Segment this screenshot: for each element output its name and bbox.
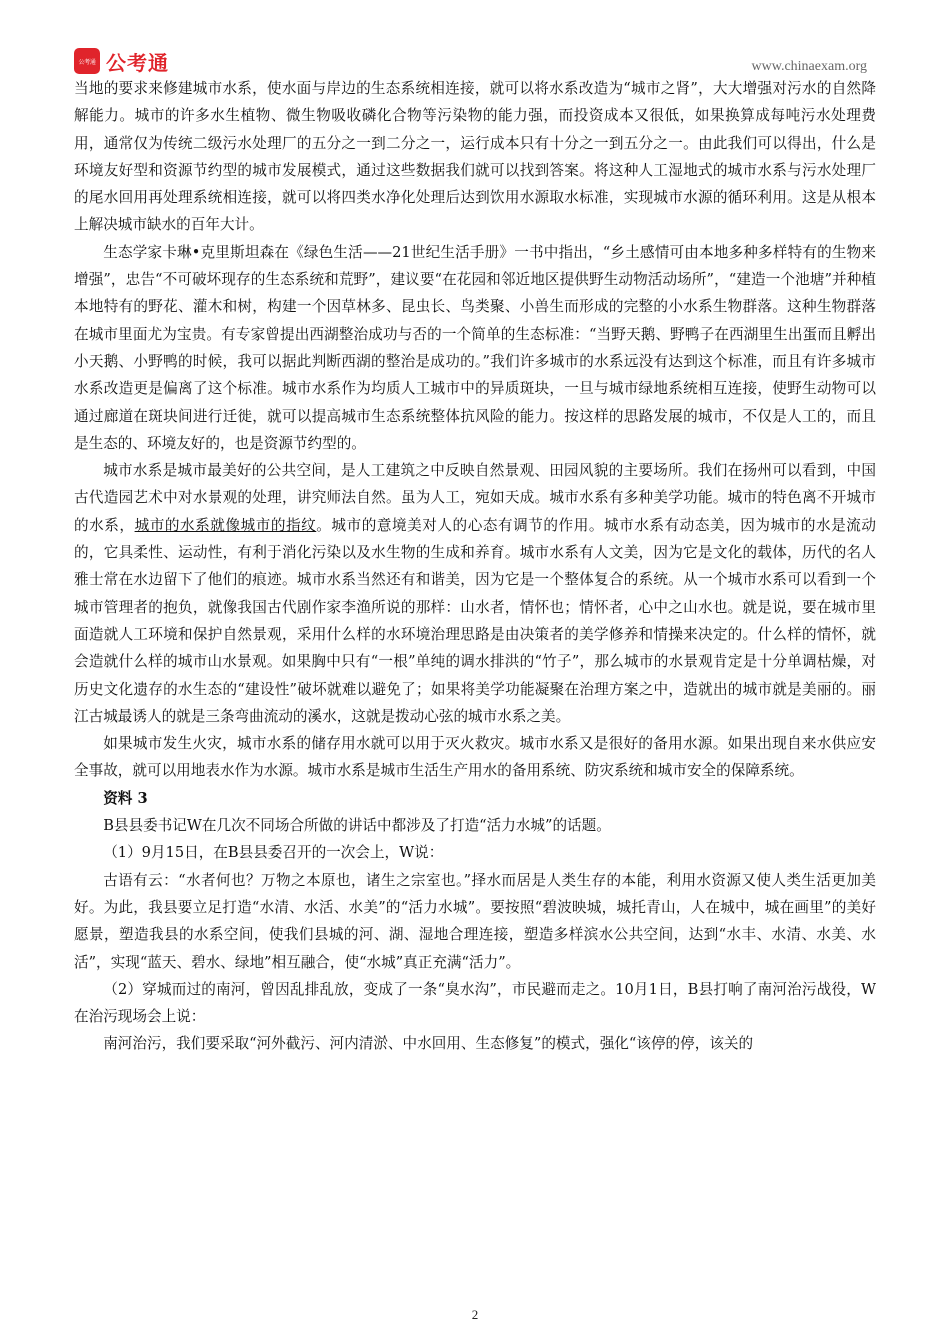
page-number: 2 bbox=[471, 1307, 479, 1322]
paragraph: 南河治污，我们要采取“河外截污、河内清淤、中水回用、生态修复”的模式，强化“该停的停，该关的 bbox=[103, 1035, 754, 1053]
paragraph-text: 。城市的意境美对人的心态有调节的作用。城市水系有动态美，因为城市的水是流动的，它具柔性、运动性，有利于消化污染以及水生物的生成和养育。城市水系有人文美，因为它是文化的载体，历代的名人雅士常在水边留下了他们的痕迹。城市水系当然还有和谐美，因为它是一个整体复合的系统。从一个城市水系可以看到一个城市管理者的抱负，就像我国古代剧作家李渔所说的那样：山水者，情怀也；情怀者，心中之山水也。就是说，要在城市里面造就人工环境和保护自然景观，采用什么样的水环境治理思路是由决策者的美学修养和情操来决定的。什么样的情怀，就会造就什么样的城市山水景观。如果胸中只有“一根”单纯的调水排洪的“竹子”，那么城市的水景观肯定是十分单调枯燥，对历史文化遗存的水生态的“建设性”破坏就难以避免了；如果将美学功能凝聚在治理方案之中，造就出的城市就是美丽的。丽江古城最诱人的就是三条弯曲流动的溪水，这就是拨动心弦的城市水系之美。 bbox=[74, 516, 876, 725]
paragraph-continued: 当地的要求来修建城市水系，使水面与岸边的生态系统相连接，就可以将水系改造为“城市之肾”，大大增强对污水的自然降解能力。城市的许多水生植物、微生物吸收磷化合物等污染物的能力强，而投资成本又很低，如果换算成每吨污水处理费用，通常仅为传统二级污水处理厂的五分之一到二分之一，运行成本只有十分之一到五分之一。由此我们可以得出，什么是环境友好型和资源节约型的城市发展模式，通过这些数据我们就可以找到答案。将这种人工湿地式的城市水系与污水处理厂的尾水回用再处理系统相连接，就可以将四类水净化处理后达到饮用水源取水标准，实现城市水源的循环利用。这是从根本上解决城市缺水的百年大计。 bbox=[74, 80, 876, 234]
paragraph: （2）穿城而过的南河，曾因乱排乱放，变成了一条“臭水沟”，市民避而走之。10月1日，B县打响了南河治污战役，W在治污现场会上说： bbox=[74, 980, 876, 1026]
section-heading: 资料 3 bbox=[103, 789, 148, 807]
website-url: www.chinaexam.org bbox=[751, 59, 867, 74]
paragraph: B县县委书记W在几次不同场合所做的讲话中都涉及了打造“活力水城”的话题。 bbox=[103, 817, 611, 835]
paragraph: （1）9月15日，在B县县委召开的一次会上，W说： bbox=[103, 844, 444, 862]
header-logo bbox=[74, 46, 169, 76]
paragraph bbox=[74, 457, 876, 730]
paragraph-text: 城市水系是城市最美好的公共空间，是人工建筑之中反映自然景观、田园风貌的主要场所。我们在扬州可以看到，中国古代造园艺术中对水景观的处理，讲究师法自然。虽为人工，宛如天成。城市水系有多种美学功能。城市的特色离不开城市的水系， bbox=[74, 462, 876, 534]
paragraph: 古语有云：“水者何也？万物之本原也，诸生之宗室也。”择水而居是人类生存的本能，利用水资源又使人类生活更加美好。为此，我县要立足打造“水清、水活、水美”的“活力水城”。要按照“碧波映城，城托青山，人在城中，城在画里”的美好愿景，塑造我县的水系空间，使我们县城的河、湖、湿地合理连接，塑造多样滨水公共空间，达到“水丰、水清、水美、水活”，实现“蓝天、碧水、绿地”相互融合，使“水城”真正充满“活力”。 bbox=[74, 871, 876, 971]
underlined-phrase: 城市的水系就像城市的指纹 bbox=[134, 516, 317, 534]
logo-text: 公考通 bbox=[106, 50, 169, 75]
logo-badge-icon: 公考通 bbox=[74, 48, 100, 74]
paragraph: 生态学家卡琳•克里斯坦森在《绿色生活——21世纪生活手册》一书中指出，“乡土感情可由本地多种多样特有的生物来增强”，忠告“不可破坏现存的生态系统和荒野”，建议要“在花园和邻近地区提供野生动物活动场所”，“建造一个池塘”并种植本地特有的野花、灌木和树，构建一个因草林多、昆虫长、鸟类聚、小兽生而形成的完整的小水系生物群落。这种生物群落在城市里面尤为宝贵。有专家曾提出西湖整治成功与否的一个简单的生态标准：“当野天鹅、野鸭子在西湖里生出蛋而且孵出小天鹅、小野鸭的时候，我可以据此判断西湖的整治是成功的。”我们许多城市的水系远没有达到这个标准，而且有许多城市水系改造更是偏离了这个标准。城市水系作为均质人工城市中的异质斑块，一旦与城市绿地系统相互连接，使野生动物可以通过廊道在斑块间进行迁徙，就可以提高城市生态系统整体抗风险的能力。按这样的思路发展的城市，不仅是人工的，而且是生态的、环境友好的，也是资源节约型的。 bbox=[74, 243, 876, 452]
document-body bbox=[74, 75, 876, 1058]
paragraph: 如果城市发生火灾，城市水系的储存用水就可以用于灭火救灾。城市水系又是很好的备用水源。如果出现自来水供应安全事故，就可以用地表水作为水源。城市水系是城市生活生产用水的备用系统、防灾系统和城市安全的保障系统。 bbox=[74, 735, 876, 780]
